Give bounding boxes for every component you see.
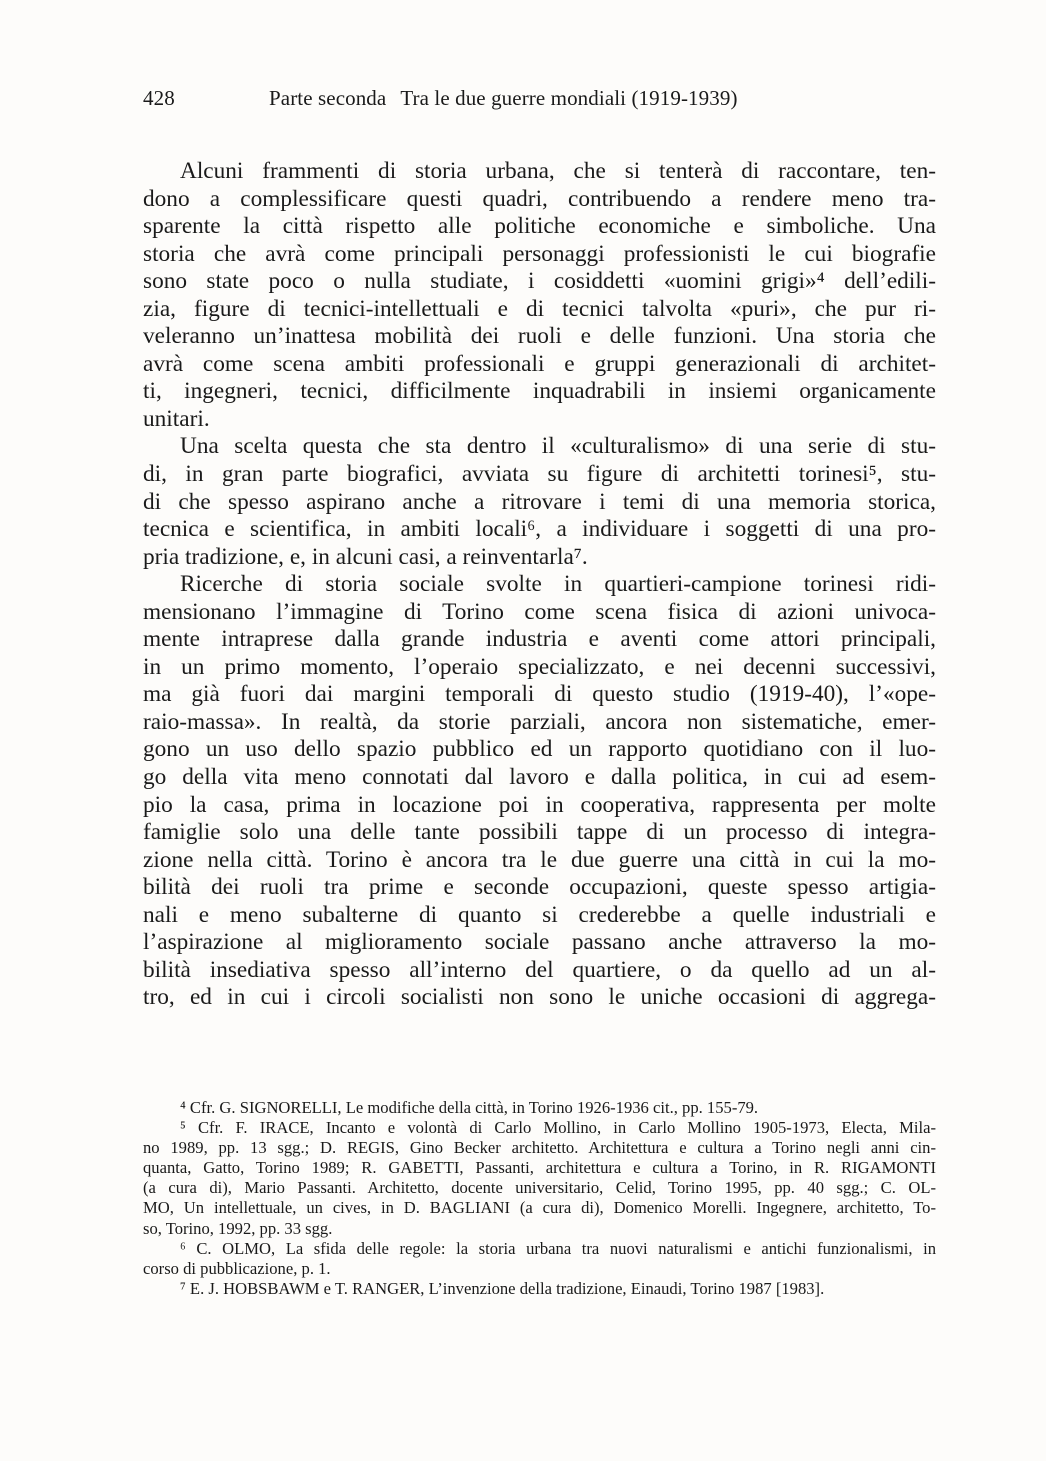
body-line: di che spesso aspirano anche a ritrovare i temi di una memoria storica, xyxy=(143,488,936,515)
footnote-line: so, Torino, 1992, pp. 33 sgg. xyxy=(143,1218,333,1238)
body-line: ti, ingegneri, tecnici, difficilmente inquadrabili in insiemi organicamente xyxy=(143,378,936,405)
body-line: sparente la città rispetto alle politiche economiche e simboliche. Una xyxy=(143,213,936,240)
footnote-line: ⁵ Cfr. F. IRACE, Incanto e volontà di Carlo Mollino, in Carlo Mollino 1905-1973, Electa, Mila- xyxy=(180,1118,936,1138)
body-line: Ricerche di storia sociale svolte in quartieri-campione torinesi ridi- xyxy=(180,571,936,598)
footnote-line: (a cura di), Mario Passanti. Architetto, docente universitario, Celid, Torino 1995, pp. 40 sgg.; C. OL- xyxy=(143,1178,936,1198)
body-line: pio la casa, prima in locazione poi in cooperativa, rappresenta per molte xyxy=(143,791,936,818)
part-title: Parte seconda xyxy=(269,86,387,110)
section-title: Tra le due guerre mondiali (1919-1939) xyxy=(400,86,738,110)
body-line: di, in gran parte biografici, avviata su figure di architetti torinesi⁵, stu- xyxy=(143,461,936,488)
body-line: famiglie solo una delle tante possibili tappe di un processo di integra- xyxy=(143,819,936,846)
body-line: gono un uso dello spazio pubblico ed un rapporto quotidiano con il luo- xyxy=(143,736,936,763)
body-line: raio-massa». In realtà, da storie parziali, ancora non sistematiche, emer- xyxy=(143,708,936,735)
body-line: pria tradizione, e, in alcuni casi, a reinventarla⁷. xyxy=(143,543,588,570)
footnote-line: ⁴ Cfr. G. SIGNORELLI, Le modifiche della città, in Torino 1926-1936 cit., pp. 155-79. xyxy=(180,1098,759,1117)
body-line: tecnica e scientifica, in ambiti locali⁶, a individuare i soggetti di una pro- xyxy=(143,516,936,543)
body-line: veleranno un’inattesa mobilità dei ruoli e delle funzioni. Una storia che xyxy=(143,323,936,350)
body-line: sono state poco o nulla studiate, i cosiddetti «uomini grigi»⁴ dell’edili- xyxy=(143,268,936,295)
body-line: dono a complessificare questi quadri, contribuendo a rendere meno tra- xyxy=(143,185,936,212)
running-head xyxy=(143,86,738,111)
body-line: mensionano l’immagine di Torino come scena fisica di azioni univoca- xyxy=(143,598,936,625)
body-line: go della vita meno connotati dal lavoro e dalla politica, in cui ad esem- xyxy=(143,764,936,791)
body-text xyxy=(143,158,936,1012)
footnote-line: ⁶ C. OLMO, La sfida delle regole: la storia urbana tra nuovi naturalismi e antichi funzionalismi, in xyxy=(180,1238,936,1258)
body-line: Alcuni frammenti di storia urbana, che si tenterà di raccontare, ten- xyxy=(180,158,936,184)
body-line: zione nella città. Torino è ancora tra le due guerre una città in cui la mo- xyxy=(143,846,936,873)
body-line: l’aspirazione al miglioramento sociale passano anche attraverso la mo- xyxy=(143,929,936,956)
footnote-line: quanta, Gatto, Torino 1989; R. GABETTI, Passanti, architettura e cultura a Torino, in R. RIGAMONTI xyxy=(143,1158,936,1178)
footnote-line: corso di pubblicazione, p. 1. xyxy=(143,1258,331,1278)
footnotes xyxy=(143,1098,936,1299)
body-line: bilità dei ruoli tra prime e seconde occupazioni, queste spesso artigia- xyxy=(143,874,936,901)
body-line: nali e meno subalterne di quanto si crederebbe a quelle industriali e xyxy=(143,901,936,928)
footnote-line: MO, Un intellettuale, un cives, in D. BAGLIANI (a cura di), Domenico Morelli. Ingegnere, architetto, To- xyxy=(143,1198,936,1218)
body-line: unitari. xyxy=(143,405,210,432)
body-line: ma già fuori dai margini temporali di questo studio (1919-40), l’«ope- xyxy=(143,681,936,708)
body-line: in un primo momento, l’operaio specializzato, e nei decenni successivi, xyxy=(143,653,936,680)
footnote-line: ⁷ E. J. HOBSBAWM e T. RANGER, L’invenzione della tradizione, Einaudi, Torino 1987 [1983]. xyxy=(180,1278,825,1298)
footnote-line: no 1989, pp. 13 sgg.; D. REGIS, Gino Becker architetto. Architettura e cultura a Torino negli anni cin- xyxy=(143,1138,936,1158)
body-line: bilità insediativa spesso all’interno del quartiere, o da quello ad un al- xyxy=(143,956,936,983)
body-line: tro, ed in cui i circoli socialisti non sono le uniche occasioni di aggrega- xyxy=(143,984,936,1011)
page-number: 428 xyxy=(143,86,175,110)
body-line: Una scelta questa che sta dentro il «culturalismo» di una serie di stu- xyxy=(180,433,936,460)
body-line: zia, figure di tecnici-intellettuali e di tecnici talvolta «puri», che pur ri- xyxy=(143,295,936,322)
body-line: avrà come scena ambiti professionali e gruppi generazionali di architet- xyxy=(143,350,936,377)
body-line: mente intraprese dalla grande industria e aventi come attori principali, xyxy=(143,626,936,653)
body-line: storia che avrà come principali personaggi professionisti le cui biografie xyxy=(143,240,936,267)
